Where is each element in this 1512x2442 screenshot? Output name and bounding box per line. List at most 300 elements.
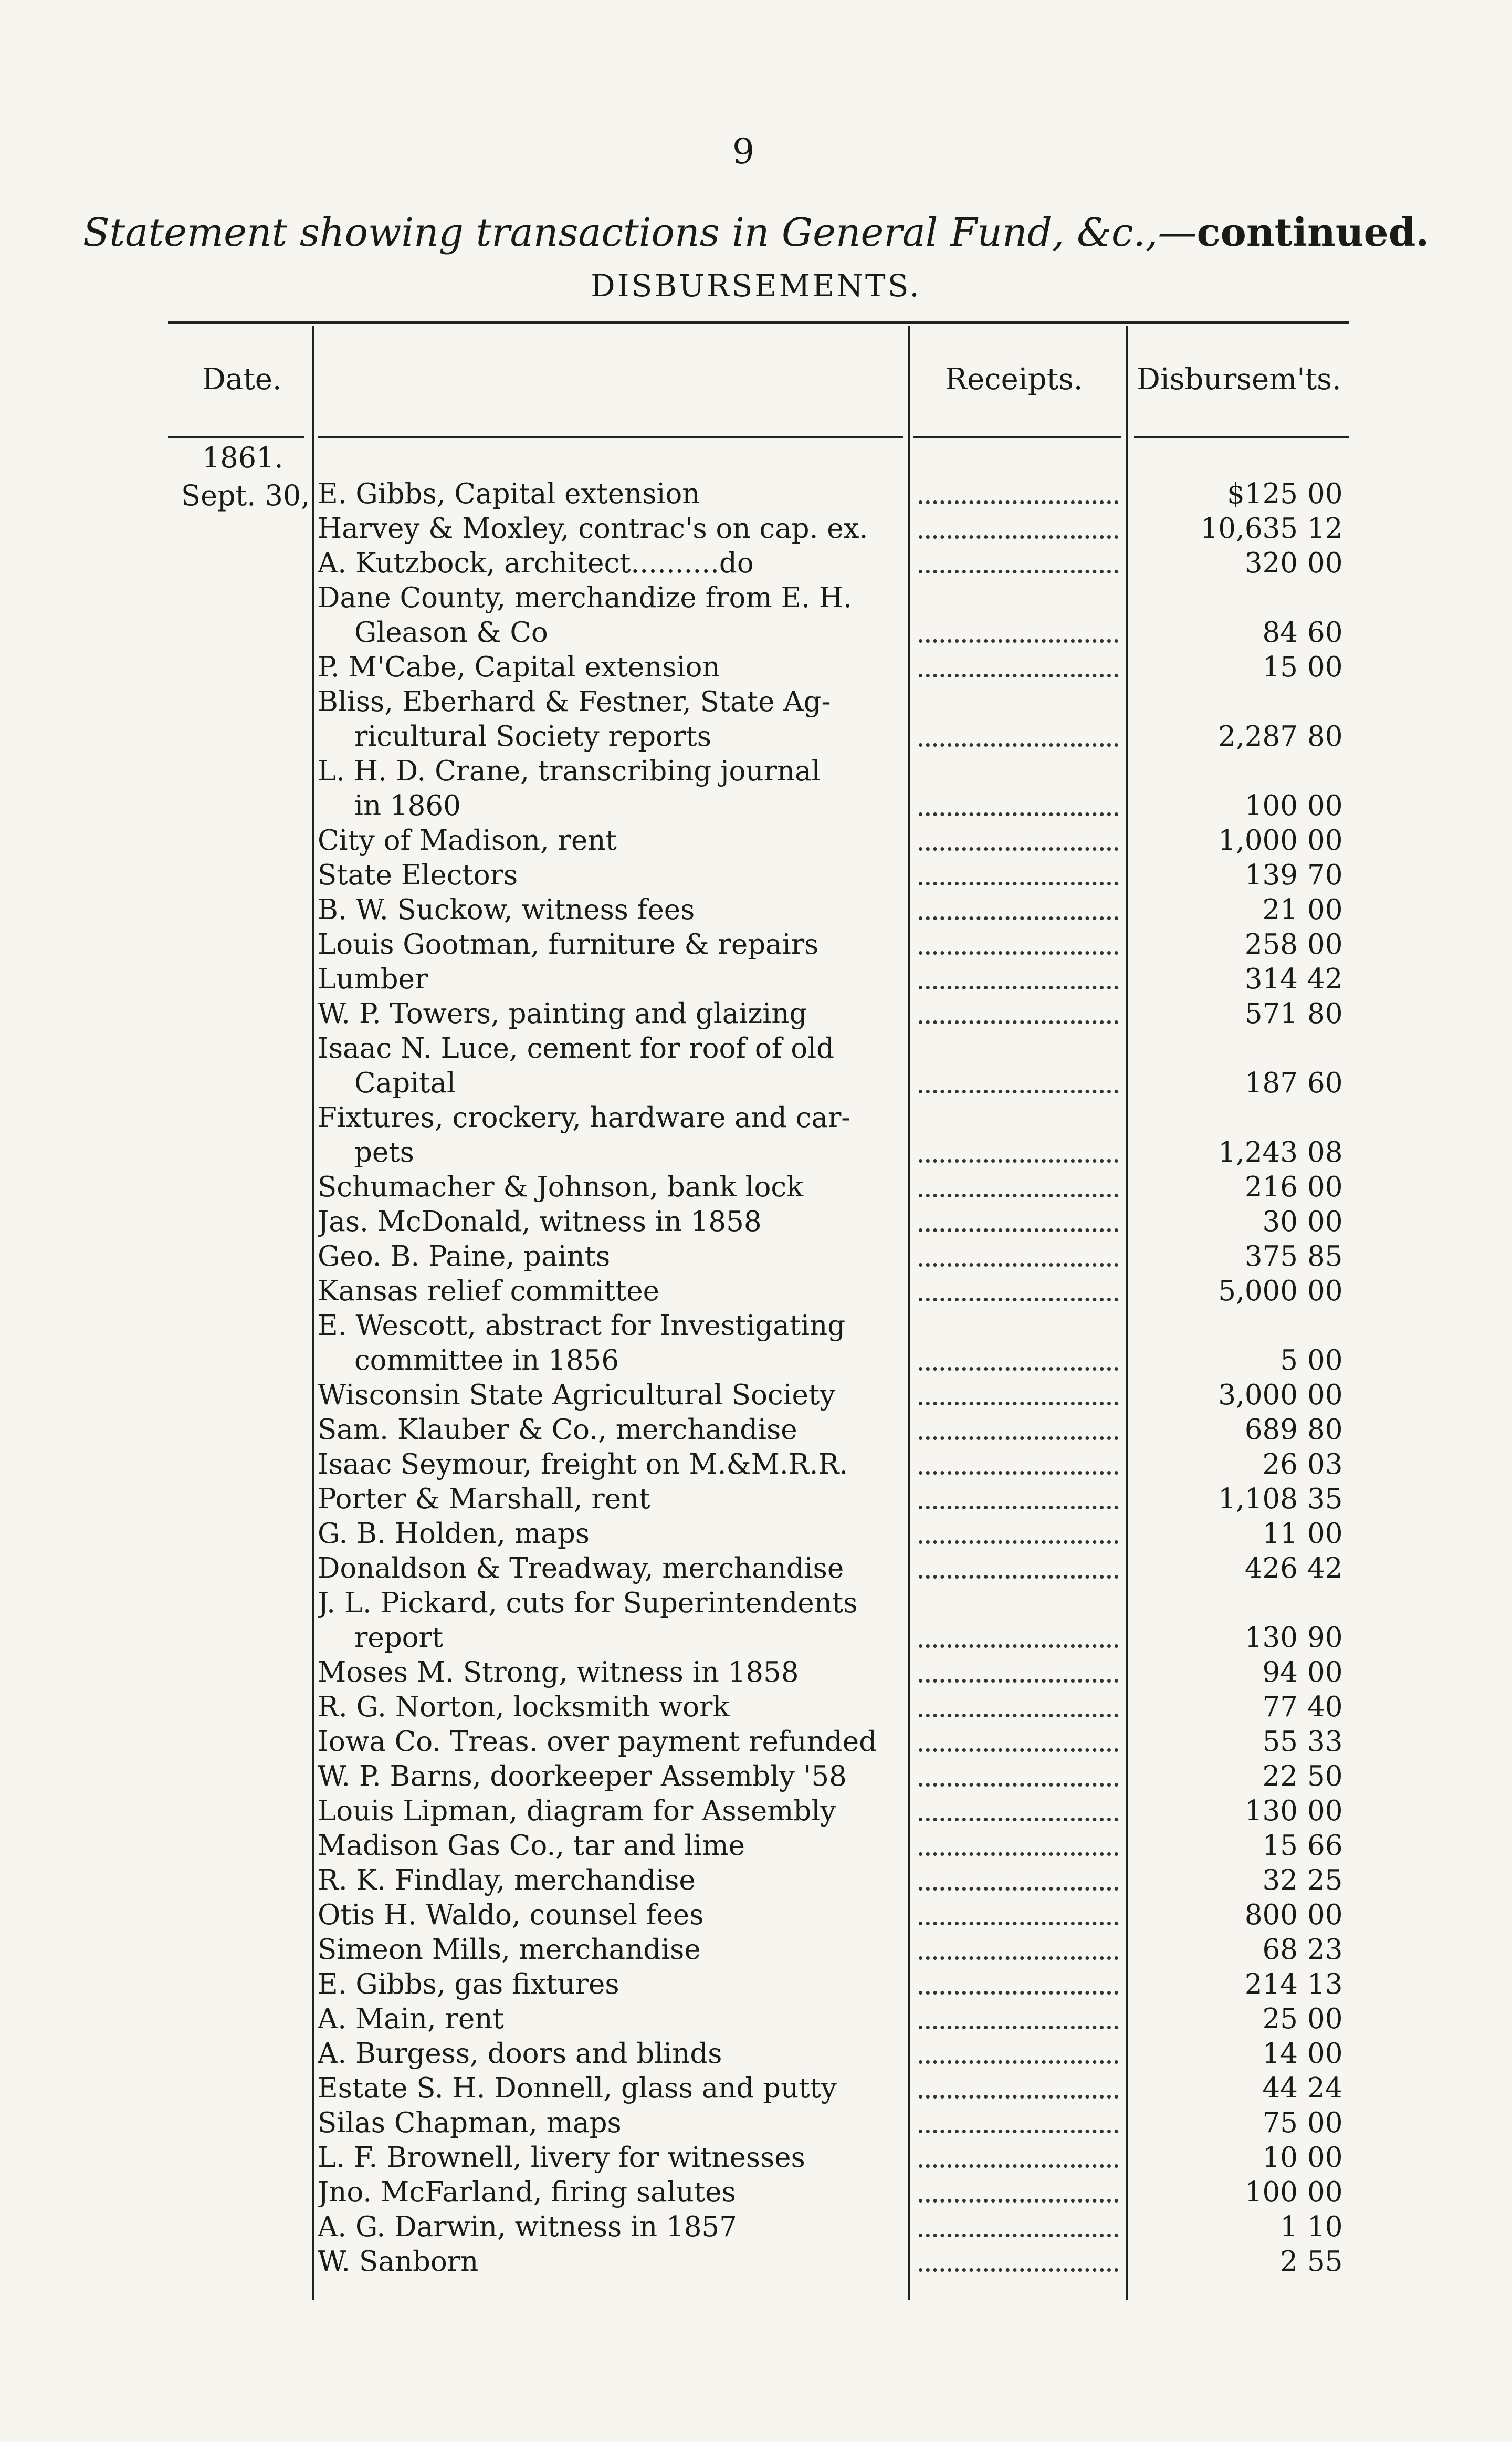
title-text: Statement showing transactions in General Fund, &c.,—: [82, 210, 1197, 255]
description-line: L. H. D. Crane, transcribing journal: [318, 755, 821, 787]
amount-dollars: 800: [1244, 1899, 1298, 1931]
amount-dollars: 30: [1262, 1206, 1298, 1238]
disbursement-amount: [1263, 1690, 1354, 1725]
amount-dollars: 26: [1262, 1448, 1298, 1480]
receipts-leader-dots: [919, 1159, 1118, 1163]
amount-dollars: 55: [1262, 1726, 1298, 1758]
payee-description: [318, 1205, 900, 1239]
amount-cents: 55: [1307, 2246, 1343, 2278]
header-rule-date: [168, 436, 304, 438]
amount-cents: 00: [1307, 1171, 1343, 1203]
disbursement-amount: [1263, 1933, 1354, 1967]
disbursement-amount: [1245, 1413, 1354, 1447]
table-row: [0, 1967, 1512, 2002]
description-line: A. Burgess, doors and blinds: [318, 2038, 722, 2070]
table-row: [0, 1378, 1512, 1413]
table-row: [0, 1309, 1512, 1378]
disbursement-amount: [1245, 1551, 1354, 1586]
amount-dollars: 1: [1280, 2211, 1298, 2243]
header-rule-receipts: [914, 436, 1121, 438]
receipts-leader-dots: [919, 847, 1118, 851]
amount-dollars: 375: [1244, 1240, 1298, 1272]
receipts-leader-dots: [919, 1263, 1118, 1267]
receipts-leader-dots: [919, 1852, 1118, 1856]
description-line: L. F. Brownell, livery for witnesses: [318, 2142, 805, 2174]
amount-dollars: 689: [1244, 1414, 1298, 1446]
disbursement-amount: [1263, 1205, 1354, 1239]
amount-dollars: 2: [1280, 2246, 1298, 2278]
amount-cents: 00: [1307, 1275, 1343, 1307]
section-heading: DISBURSEMENTS.: [591, 268, 921, 304]
payee-description: [318, 1101, 900, 1170]
table-row: [0, 2071, 1512, 2106]
amount-dollars: 1,108: [1218, 1483, 1298, 1515]
payee-description: [318, 1517, 900, 1551]
amount-cents: 60: [1307, 1067, 1343, 1099]
receipts-leader-dots: [919, 500, 1118, 504]
page-number: 9: [732, 131, 754, 172]
table-row: [0, 1794, 1512, 1829]
payee-description: [318, 1586, 900, 1655]
amount-dollars: 216: [1244, 1171, 1298, 1203]
receipts-leader-dots: [919, 1194, 1118, 1197]
description-line: Otis H. Waldo, counsel fees: [318, 1899, 704, 1931]
description-line: Kansas relief committee: [318, 1275, 659, 1307]
description-line: Dane County, merchandize from E. H.: [318, 582, 852, 614]
disbursement-amount: [1263, 1759, 1354, 1794]
disbursement-amount: [1201, 512, 1354, 546]
amount-dollars: 130: [1244, 1622, 1298, 1654]
disbursement-amount: [1245, 1967, 1354, 2002]
payee-description: [318, 2141, 900, 2175]
table-row: [0, 1170, 1512, 1205]
disbursement-amount: [1263, 2002, 1354, 2037]
disbursement-amount: [1245, 962, 1354, 997]
payee-description: [318, 1482, 900, 1517]
amount-cents: 00: [1307, 1344, 1343, 1376]
description-line: Louis Lipman, diagram for Assembly: [318, 1795, 836, 1827]
description-line: Moses M. Strong, witness in 1858: [318, 1656, 799, 1688]
payee-description: [318, 1794, 900, 1829]
table-row: [0, 858, 1512, 893]
description-line: Jas. McDonald, witness in 1858: [318, 1206, 762, 1238]
amount-cents: 03: [1307, 1448, 1343, 1480]
receipts-leader-dots: [919, 1922, 1118, 1925]
payee-description: [318, 962, 900, 997]
receipts-leader-dots: [919, 1575, 1118, 1579]
description-line: Louis Gootman, furniture & repairs: [318, 928, 819, 961]
description-line: Madison Gas Co., tar and lime: [318, 1830, 745, 1862]
amount-dollars: 15: [1262, 651, 1298, 683]
table-row: [0, 2002, 1512, 2037]
description-line: Jno. McFarland, firing salutes: [318, 2176, 736, 2208]
receipts-leader-dots: [919, 1436, 1118, 1440]
receipts-leader-dots: [919, 1367, 1118, 1371]
payee-description: [318, 893, 900, 927]
table-row: [0, 2106, 1512, 2141]
payee-description: [318, 858, 900, 893]
table-row: [0, 1586, 1512, 1655]
disbursement-amount: [1263, 893, 1354, 927]
payee-description: [318, 997, 900, 1031]
amount-cents: 00: [1307, 1795, 1343, 1827]
table-row: [0, 1690, 1512, 1725]
payee-description: [318, 754, 900, 823]
amount-dollars: 314: [1244, 963, 1298, 995]
description-line: J. L. Pickard, cuts for Superintendents: [318, 1587, 858, 1619]
table-row: [0, 650, 1512, 685]
table-row: [0, 581, 1512, 650]
description-line: ricultural Society reports: [354, 721, 711, 753]
payee-description: [318, 1551, 900, 1586]
table-row: [0, 2210, 1512, 2245]
amount-cents: 80: [1307, 998, 1343, 1030]
receipts-leader-dots: [919, 2026, 1118, 2029]
table-row: [0, 1933, 1512, 1967]
amount-cents: 60: [1307, 617, 1343, 649]
date-month-day: Sept. 30,: [181, 479, 310, 512]
amount-cents: 24: [1307, 2072, 1343, 2104]
description-line: W. P. Barns, doorkeeper Assembly '58: [318, 1760, 847, 1792]
description-line: Lumber: [318, 963, 428, 995]
receipts-leader-dots: [919, 1679, 1118, 1683]
payee-description: [318, 1725, 900, 1759]
payee-description: [318, 2071, 900, 2106]
description-line: R. G. Norton, locksmith work: [318, 1691, 730, 1723]
disbursement-amount: [1280, 2245, 1354, 2279]
amount-cents: 00: [1307, 928, 1343, 961]
receipts-leader-dots: [919, 1471, 1118, 1475]
description-line: A. Kutzbock, architect..........do: [318, 547, 754, 579]
description-line: Wisconsin State Agricultural Society: [318, 1379, 836, 1411]
receipts-leader-dots: [919, 1090, 1118, 1093]
table-row: [0, 546, 1512, 581]
payee-description: [318, 1655, 900, 1690]
amount-dollars: 5: [1280, 1344, 1298, 1376]
amount-dollars: 11: [1262, 1518, 1298, 1550]
amount-dollars: 32: [1262, 1864, 1298, 1896]
disbursement-amount: [1245, 1239, 1354, 1274]
amount-cents: 70: [1307, 859, 1343, 891]
table-row: [0, 1898, 1512, 1933]
amount-cents: 25: [1307, 1864, 1343, 1896]
table-row: [0, 1447, 1512, 1482]
description-line: Harvey & Moxley, contrac's on cap. ex.: [318, 513, 868, 545]
receipts-leader-dots: [919, 2164, 1118, 2168]
table-row: [0, 2245, 1512, 2279]
payee-description: [318, 1933, 900, 1967]
header-rule-description: [318, 436, 903, 438]
payee-description: [318, 650, 900, 685]
disbursement-amount: [1263, 1725, 1354, 1759]
description-line: P. M'Cabe, Capital extension: [318, 651, 720, 683]
receipts-leader-dots: [919, 743, 1118, 747]
disbursement-amount: [1263, 1447, 1354, 1482]
description-line: Gleason & Co: [354, 617, 548, 649]
payee-description: [318, 1863, 900, 1898]
amount-cents: 40: [1307, 1691, 1343, 1723]
disbursement-amount: [1263, 2037, 1354, 2071]
amount-dollars: 130: [1244, 1795, 1298, 1827]
column-header-date: Date.: [202, 362, 282, 396]
table-row: [0, 2175, 1512, 2210]
receipts-leader-dots: [919, 812, 1118, 816]
receipts-leader-dots: [919, 916, 1118, 920]
table-row: [0, 823, 1512, 858]
amount-cents: 90: [1307, 1622, 1343, 1654]
amount-dollars: 3,000: [1218, 1379, 1298, 1411]
receipts-leader-dots: [919, 535, 1118, 539]
description-line: Geo. B. Paine, paints: [318, 1240, 611, 1272]
disbursement-amount: [1280, 1343, 1354, 1378]
description-line: Iowa Co. Treas. over payment refunded: [318, 1726, 877, 1758]
description-line: Fixtures, crockery, hardware and car-: [318, 1102, 851, 1134]
receipts-leader-dots: [919, 1818, 1118, 1821]
payee-description: [318, 1378, 900, 1413]
description-line: Simeon Mills, merchandise: [318, 1934, 701, 1966]
description-line: pets: [354, 1136, 414, 1168]
table-row: [0, 1031, 1512, 1101]
amount-cents: 66: [1307, 1830, 1343, 1862]
disbursement-amount: [1227, 477, 1354, 512]
amount-dollars: 1,000: [1218, 825, 1298, 857]
payee-description: [318, 1031, 900, 1101]
description-line: E. Wescott, abstract for Investigating: [318, 1310, 846, 1342]
payee-description: [318, 2002, 900, 2037]
amount-cents: 42: [1307, 963, 1343, 995]
top-rule: [168, 321, 1349, 324]
payee-description: [318, 512, 900, 546]
payee-description: [318, 581, 900, 650]
date-year: 1861.: [202, 441, 284, 474]
table-row: [0, 1551, 1512, 1586]
disbursement-amount: [1263, 1863, 1354, 1898]
amount-cents: 42: [1307, 1552, 1343, 1584]
payee-description: [318, 1967, 900, 2002]
header-rule-disbursements: [1134, 436, 1349, 438]
receipts-leader-dots: [919, 1228, 1118, 1232]
table-row: [0, 1517, 1512, 1551]
table-row: [0, 754, 1512, 823]
disbursement-amount: [1245, 927, 1354, 962]
amount-dollars: 68: [1262, 1934, 1298, 1966]
payee-description: [318, 1170, 900, 1205]
table-row: [0, 1655, 1512, 1690]
table-row: [0, 893, 1512, 927]
amount-dollars: 426: [1244, 1552, 1298, 1584]
amount-cents: 80: [1307, 1414, 1343, 1446]
receipts-leader-dots: [919, 2095, 1118, 2099]
payee-description: [318, 2037, 900, 2071]
disbursement-amount: [1245, 1621, 1354, 1655]
description-line: in 1860: [354, 790, 461, 822]
amount-cents: 80: [1307, 721, 1343, 753]
receipts-leader-dots: [919, 1887, 1118, 1891]
payee-description: [318, 1898, 900, 1933]
table-row: [0, 1239, 1512, 1274]
description-line: Isaac N. Luce, cement for roof of old: [318, 1032, 835, 1065]
table-row: [0, 477, 1512, 512]
receipts-leader-dots: [919, 951, 1118, 955]
disbursement-amount: [1280, 2210, 1354, 2245]
table-row: [0, 1413, 1512, 1447]
payee-description: [318, 1309, 900, 1378]
receipts-leader-dots: [919, 1956, 1118, 1960]
description-line: Porter & Marshall, rent: [318, 1483, 650, 1515]
amount-cents: 00: [1307, 790, 1343, 822]
amount-cents: 35: [1307, 1483, 1343, 1515]
disbursement-amount: [1263, 2106, 1354, 2141]
amount-cents: 50: [1307, 1760, 1343, 1792]
receipts-leader-dots: [919, 882, 1118, 885]
disbursement-amount: [1218, 1135, 1354, 1170]
amount-cents: 00: [1307, 2107, 1343, 2139]
payee-description: [318, 1274, 900, 1309]
disbursement-amount: [1218, 719, 1354, 754]
amount-dollars: 5,000: [1218, 1275, 1298, 1307]
payee-description: [318, 2175, 900, 2210]
disbursement-amount: [1245, 789, 1354, 823]
payee-description: [318, 1829, 900, 1863]
receipts-leader-dots: [919, 2130, 1118, 2133]
disbursement-amount: [1263, 2141, 1354, 2175]
amount-dollars: 84: [1262, 617, 1298, 649]
amount-dollars: 15: [1262, 1830, 1298, 1862]
amount-dollars: 187: [1244, 1067, 1298, 1099]
amount-dollars: 258: [1244, 928, 1298, 961]
description-line: Isaac Seymour, freight on M.&M.R.R.: [318, 1448, 848, 1480]
payee-description: [318, 1759, 900, 1794]
table-row: [0, 1482, 1512, 1517]
receipts-leader-dots: [919, 674, 1118, 677]
title-continued: continued.: [1196, 210, 1430, 255]
receipts-leader-dots: [919, 2060, 1118, 2064]
disbursement-amount: [1218, 1274, 1354, 1309]
receipts-leader-dots: [919, 1644, 1118, 1648]
amount-dollars: 100: [1244, 2176, 1298, 2208]
receipts-leader-dots: [919, 1402, 1118, 1405]
disbursement-amount: [1218, 823, 1354, 858]
receipts-leader-dots: [919, 1506, 1118, 1509]
description-line: Capital: [354, 1067, 456, 1099]
disbursement-amount: [1263, 650, 1354, 685]
receipts-leader-dots: [919, 1540, 1118, 1544]
description-line: E. Gibbs, Capital extension: [318, 478, 700, 510]
description-line: Schumacher & Johnson, bank lock: [318, 1171, 804, 1203]
amount-dollars: 214: [1244, 1968, 1298, 2000]
payee-description: [318, 1413, 900, 1447]
table-row: [0, 1863, 1512, 1898]
amount-cents: 33: [1307, 1726, 1343, 1758]
statement-title: [0, 210, 1512, 255]
payee-description: [318, 823, 900, 858]
disbursement-amount: [1263, 1655, 1354, 1690]
disbursement-amount: [1263, 1517, 1354, 1551]
description-line: A. Main, rent: [318, 2003, 504, 2035]
disbursement-amount: [1218, 1482, 1354, 1517]
description-line: Bliss, Eberhard & Festner, State Ag-: [318, 686, 831, 718]
table-row: [0, 1725, 1512, 1759]
receipts-leader-dots: [919, 986, 1118, 989]
description-line: E. Gibbs, gas fixtures: [318, 1968, 620, 2000]
amount-dollars: 10: [1262, 2142, 1298, 2174]
disbursement-amount: [1245, 1170, 1354, 1205]
amount-cents: 00: [1307, 2003, 1343, 2035]
amount-dollars: 2,287: [1218, 721, 1298, 753]
disbursement-amount: [1263, 1829, 1354, 1863]
amount-dollars: 1,243: [1218, 1136, 1298, 1168]
amount-cents: 00: [1307, 1206, 1343, 1238]
payee-description: [318, 2210, 900, 2245]
description-line: Sam. Klauber & Co., merchandise: [318, 1414, 797, 1446]
amount-dollars: 21: [1262, 894, 1298, 926]
receipts-leader-dots: [919, 1991, 1118, 1995]
description-line: Donaldson & Treadway, merchandise: [318, 1552, 844, 1584]
receipts-leader-dots: [919, 2268, 1118, 2272]
amount-dollars: 94: [1262, 1656, 1298, 1688]
column-header-disbursements: Disbursem'ts.: [1137, 362, 1341, 396]
payee-description: [318, 2106, 900, 2141]
table-row: [0, 2141, 1512, 2175]
table-row: [0, 962, 1512, 997]
payee-description: [318, 927, 900, 962]
amount-dollars: 571: [1244, 998, 1298, 1030]
amount-dollars: 320: [1244, 547, 1298, 579]
payee-description: [318, 546, 900, 581]
payee-description: [318, 685, 900, 754]
amount-cents: 00: [1307, 1656, 1343, 1688]
payee-description: [318, 1690, 900, 1725]
disbursement-amount: [1245, 1066, 1354, 1101]
description-line: Estate S. H. Donnell, glass and putty: [318, 2072, 837, 2104]
amount-cents: 85: [1307, 1240, 1343, 1272]
amount-cents: 13: [1307, 1968, 1343, 2000]
amount-dollars: 139: [1244, 859, 1298, 891]
amount-cents: 00: [1307, 1379, 1343, 1411]
disbursement-amount: [1245, 1898, 1354, 1933]
amount-cents: 00: [1307, 894, 1343, 926]
receipts-leader-dots: [919, 570, 1118, 573]
amount-cents: 00: [1307, 2176, 1343, 2208]
amount-dollars: 75: [1262, 2107, 1298, 2139]
amount-dollars: 14: [1262, 2038, 1298, 2070]
receipts-leader-dots: [919, 2234, 1118, 2237]
description-line: R. K. Findlay, merchandise: [318, 1864, 696, 1896]
receipts-leader-dots: [919, 2199, 1118, 2203]
amount-dollars: 44: [1262, 2072, 1298, 2104]
disbursement-amount: [1263, 2071, 1354, 2106]
table-row: [0, 685, 1512, 754]
description-line: City of Madison, rent: [318, 825, 617, 857]
amount-cents: 00: [1307, 825, 1343, 857]
amount-dollars: 25: [1262, 2003, 1298, 2035]
payee-description: [318, 477, 900, 512]
amount-dollars: 22: [1262, 1760, 1298, 1792]
disbursement-rows: [0, 477, 1512, 2279]
disbursement-amount: [1245, 546, 1354, 581]
receipts-leader-dots: [919, 1298, 1118, 1301]
disbursement-amount: [1245, 2175, 1354, 2210]
disbursement-amount: [1245, 1794, 1354, 1829]
table-row: [0, 927, 1512, 962]
receipts-leader-dots: [919, 1748, 1118, 1752]
amount-cents: 00: [1307, 2038, 1343, 2070]
payee-description: [318, 1239, 900, 1274]
table-row: [0, 512, 1512, 546]
disbursement-amount: [1218, 1378, 1354, 1413]
table-row: [0, 1829, 1512, 1863]
table-row: [0, 1759, 1512, 1794]
